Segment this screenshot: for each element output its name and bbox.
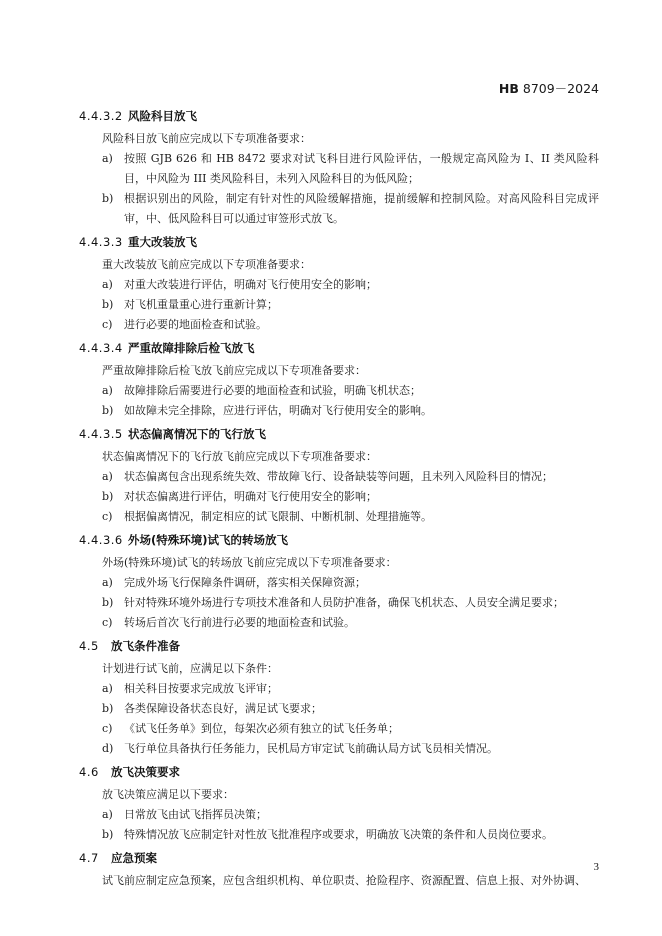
section-number: 4.4.3.4 bbox=[79, 341, 123, 355]
list-marker: c) bbox=[102, 510, 113, 523]
list-item-text: 针对特殊环境外场进行专项技术准备和人员防护准备，确保飞机状态、人员安全满足要求； bbox=[124, 596, 564, 609]
list-item bbox=[79, 825, 599, 845]
section-heading bbox=[79, 424, 599, 444]
section-number: 4.4.3.5 bbox=[79, 427, 123, 441]
list-item-text: 各类保障设备状态良好，满足试飞要求； bbox=[124, 702, 322, 715]
list-marker: b) bbox=[102, 596, 114, 609]
section-intro: 严重故障排除后检飞放飞前应完成以下专项准备要求： bbox=[102, 364, 366, 377]
list-marker: b) bbox=[102, 298, 114, 311]
section-intro: 状态偏离情况下的飞行放飞前应完成以下专项准备要求： bbox=[102, 450, 377, 463]
list-marker: c) bbox=[102, 616, 113, 629]
list-item-text: 根据偏离情况，制定相应的试飞限制、中断机制、处理措施等。 bbox=[124, 510, 432, 523]
list-item bbox=[79, 679, 599, 699]
section-number: 4.7 bbox=[79, 851, 99, 865]
section-title: 状态偏离情况下的飞行放飞 bbox=[128, 427, 266, 441]
section-intro: 风险科目放飞前应完成以下专项准备要求： bbox=[102, 132, 311, 145]
list-item-text: 状态偏离包含出现系统失效、带故障飞行、设备缺装等问题，且未列入风险科目的情况； bbox=[124, 470, 553, 483]
list-item-text: 如故障未完全排除，应进行评估，明确对飞行使用安全的影响。 bbox=[124, 404, 432, 417]
section-intro: 外场(特殊环境)试飞的转场放飞前应完成以下专项准备要求： bbox=[102, 556, 397, 569]
list-item-text: 转场后首次飞行前进行必要的地面检查和试验。 bbox=[124, 616, 355, 629]
list-item bbox=[79, 573, 599, 593]
list-item bbox=[79, 149, 599, 189]
list-marker: b) bbox=[102, 192, 114, 205]
standard-number: 8709－2024 bbox=[522, 81, 599, 96]
list-item bbox=[79, 315, 599, 335]
section-title: 风险科目放飞 bbox=[128, 109, 197, 123]
list-marker: a) bbox=[102, 384, 113, 397]
list-marker: c) bbox=[102, 722, 113, 735]
list-marker: b) bbox=[102, 828, 114, 841]
list-item-text: 进行必要的地面检查和试验。 bbox=[124, 318, 267, 331]
list-item bbox=[79, 275, 599, 295]
section-heading bbox=[79, 762, 599, 782]
section-title: 放飞条件准备 bbox=[111, 639, 180, 653]
list-marker: a) bbox=[102, 576, 113, 589]
list-item bbox=[79, 381, 599, 401]
list-item-text: 对状态偏离进行评估，明确对飞行使用安全的影响； bbox=[124, 490, 377, 503]
section-intro: 计划进行试飞前，应满足以下条件： bbox=[102, 662, 278, 675]
standard-code: HB bbox=[498, 81, 519, 96]
section-number: 4.4.3.6 bbox=[79, 533, 123, 547]
list-item bbox=[79, 507, 599, 527]
list-item-text: 故障排除后需要进行必要的地面检查和试验，明确飞机状态； bbox=[124, 384, 421, 397]
section-number: 4.5 bbox=[79, 639, 99, 653]
list-item-text: 飞行单位具备执行任务能力，民机局方审定试飞前确认局方试飞员相关情况。 bbox=[124, 742, 498, 755]
list-item bbox=[79, 467, 599, 487]
section-number: 4.4.3.3 bbox=[79, 235, 123, 249]
page-number: 3 bbox=[593, 861, 599, 873]
section-title: 应急预案 bbox=[111, 851, 157, 865]
section-intro: 重大改装放飞前应完成以下专项准备要求： bbox=[102, 258, 311, 271]
list-item bbox=[79, 295, 599, 315]
list-item bbox=[79, 593, 599, 613]
list-item-text: 《试飞任务单》到位，每架次必须有独立的试飞任务单； bbox=[124, 722, 399, 735]
section-number: 4.6 bbox=[79, 765, 99, 779]
list-marker: c) bbox=[102, 318, 113, 331]
list-marker: a) bbox=[102, 682, 113, 695]
list-item bbox=[79, 739, 599, 759]
list-item-text: 按照 GJB 626 和 HB 8472 要求对试飞科目进行风险评估，一般规定高风险为 I、II 类风险科目，中风险为 III 类风险科目，未列入风险科目的为低风险； bbox=[124, 152, 599, 185]
list-item-text: 相关科目按要求完成放飞评审； bbox=[124, 682, 278, 695]
list-marker: b) bbox=[102, 404, 114, 417]
section-number: 4.4.3.2 bbox=[79, 109, 123, 123]
list-marker: b) bbox=[102, 490, 114, 503]
list-item bbox=[79, 719, 599, 739]
section-heading bbox=[79, 338, 599, 358]
section-intro: 放飞决策应满足以下要求： bbox=[102, 788, 234, 801]
list-item-text: 根据识别出的风险，制定有针对性的风险缓解措施，提前缓解和控制风险。对高风险科目完成评审，中、低风险科目可以通过审签形式放飞。 bbox=[124, 192, 599, 225]
section-heading bbox=[79, 106, 599, 126]
list-item-text: 特殊情况放飞应制定针对性放飞批准程序或要求，明确放飞决策的条件和人员岗位要求。 bbox=[124, 828, 553, 841]
list-item bbox=[79, 805, 599, 825]
list-marker: a) bbox=[102, 152, 113, 165]
section-heading bbox=[79, 232, 599, 252]
section-intro: 试飞前应制定应急预案，应包含组织机构、单位职责、抢险程序、资源配置、信息上报、对外协调、 bbox=[102, 874, 586, 887]
section-title: 放飞决策要求 bbox=[111, 765, 180, 779]
list-item-text: 完成外场飞行保障条件调研，落实相关保障资源； bbox=[124, 576, 366, 589]
list-marker: a) bbox=[102, 808, 113, 821]
section-title: 严重故障排除后检飞放飞 bbox=[128, 341, 255, 355]
list-marker: d) bbox=[102, 742, 114, 755]
section-heading bbox=[79, 530, 599, 550]
list-item bbox=[79, 487, 599, 507]
document-body bbox=[79, 103, 599, 891]
section-heading bbox=[79, 848, 599, 868]
section-title: 外场(特殊环境)试飞的转场放飞 bbox=[128, 533, 289, 547]
list-marker: a) bbox=[102, 470, 113, 483]
section-heading bbox=[79, 636, 599, 656]
list-marker: b) bbox=[102, 702, 114, 715]
list-item-text: 对飞机重量重心进行重新计算； bbox=[124, 298, 278, 311]
list-item bbox=[79, 699, 599, 719]
list-item-text: 对重大改装进行评估，明确对飞行使用安全的影响； bbox=[124, 278, 377, 291]
section-title: 重大改装放飞 bbox=[128, 235, 197, 249]
list-item bbox=[79, 189, 599, 229]
list-item bbox=[79, 401, 599, 421]
list-item bbox=[79, 613, 599, 633]
list-marker: a) bbox=[102, 278, 113, 291]
list-item-text: 日常放飞由试飞指挥员决策； bbox=[124, 808, 267, 821]
document-header bbox=[499, 79, 599, 97]
